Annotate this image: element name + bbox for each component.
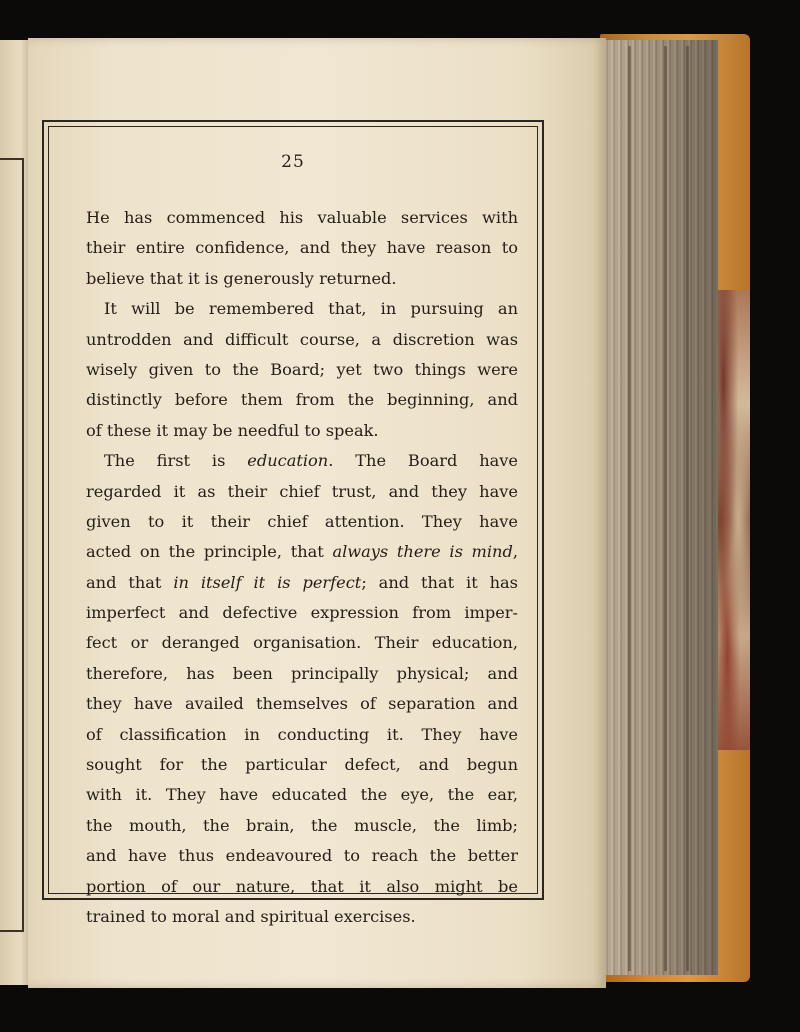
text-run: the mouth, the brain, the muscle, the limb; (86, 815, 518, 835)
text-run: fect or deranged organisation. Their education, (86, 633, 518, 653)
text-line (86, 446, 518, 476)
facing-page-frame (0, 158, 24, 932)
text-run: and have thus endeavoured to reach the better (86, 846, 518, 866)
text-run: with it. They have educated the eye, the ear, (86, 785, 518, 805)
text-line (86, 233, 518, 263)
text-run: given to it their chief attention. They have (86, 511, 518, 531)
page-edge-line (628, 46, 631, 971)
text-line (86, 750, 518, 780)
text-line (86, 507, 518, 537)
text-line (86, 780, 518, 810)
text-line (86, 689, 518, 719)
body-text (86, 203, 518, 932)
text-run: sought for the particular defect, and begun (86, 755, 518, 775)
text-run: The first is (104, 451, 248, 471)
page-edge-line (664, 46, 667, 971)
text-run: they have availed themselves of separation and (86, 694, 518, 714)
text-line (86, 325, 518, 355)
text-run: He has commenced his valuable services with (86, 208, 518, 227)
page-block-shade (600, 40, 718, 975)
text-run: therefore, has been principally physical; and (86, 663, 518, 683)
text-run: ; and that it has (361, 572, 518, 592)
text-run: trained to moral and spiritual exercises. (86, 906, 416, 926)
text-run: untrodden and difficult course, a discretion was (86, 329, 518, 349)
page-number: 25 (281, 152, 305, 172)
text-run: portion of our nature, that it also might be (86, 876, 518, 896)
text-line (86, 385, 518, 415)
text-line (86, 477, 518, 507)
text-run: and that (86, 572, 174, 592)
text-run: their entire confidence, and they have reason to (86, 238, 518, 258)
text-line (86, 628, 518, 658)
text-line (86, 355, 518, 385)
text-line (86, 294, 518, 324)
text-line (86, 598, 518, 628)
text-run: distinctly before them from the beginning, and (86, 390, 518, 410)
italic-phrase: in itself it is perfect (173, 572, 362, 592)
text-run: It will be remembered that, in pursuing an (104, 299, 518, 319)
book-page (28, 38, 606, 988)
text-line (86, 872, 518, 902)
text-run: wisely given to the Board; yet two things were (86, 359, 518, 379)
text-line (86, 720, 518, 750)
page-edge-line (686, 46, 689, 971)
text-run: , (512, 542, 519, 562)
text-line (86, 568, 518, 598)
text-run: of these it may be needful to speak. (86, 420, 379, 440)
italic-phrase: always there is mind (332, 542, 513, 562)
text-line (86, 902, 518, 932)
text-run: believe that it is generously returned. (86, 268, 397, 288)
text-run: imperfect and defective expression from imper- (86, 603, 518, 623)
text-run: acted on the principle, that (86, 542, 333, 562)
text-line (86, 416, 518, 446)
text-line (86, 841, 518, 871)
text-line (86, 537, 518, 567)
text-line (86, 264, 518, 294)
text-run: . The Board have (328, 451, 518, 471)
text-run: regarded it as their chief trust, and they have (86, 481, 518, 501)
text-run: of classification in conducting it. They have (86, 724, 518, 744)
text-line (86, 203, 518, 233)
text-line (86, 811, 518, 841)
text-line (86, 659, 518, 689)
italic-phrase: education (247, 451, 329, 471)
